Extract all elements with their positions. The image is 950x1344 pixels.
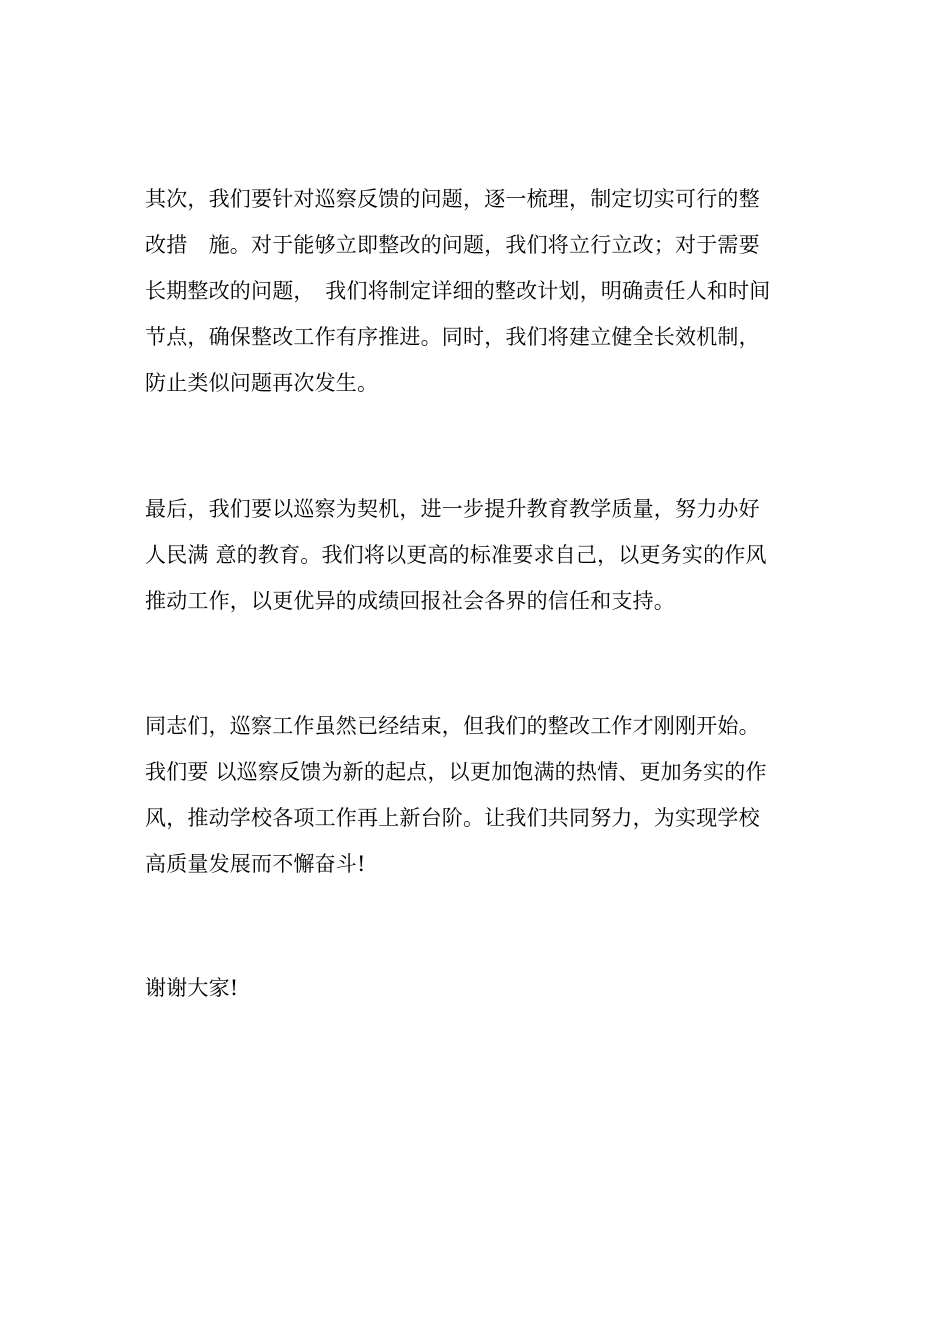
paragraph-education-quality	[145, 492, 811, 630]
text-line: 其次，我们要针对巡察反馈的问题，逐一梳理，制定切实可行的整	[145, 187, 760, 211]
text-line: 高质量发展而不懈奋斗!	[145, 852, 366, 876]
paragraph-rectification-measures	[145, 182, 811, 412]
text-line: 谢谢大家!	[145, 976, 239, 1000]
paragraph-thanks	[145, 971, 811, 1017]
paragraph-closing-call	[145, 709, 811, 893]
text-line: 风，推动学校各项工作再上新台阶。让我们共同努力，为实现学校	[145, 806, 760, 830]
paragraph-spacer	[145, 893, 811, 971]
paragraph-spacer	[145, 412, 811, 492]
document-body	[145, 182, 811, 1017]
text-line: 推动工作，以更优异的成绩回报社会各界的信任和支持。	[145, 589, 675, 613]
text-line: 最后，我们要以巡察为契机，进一步提升教育教学质量，努力办好	[145, 497, 760, 521]
text-line: 同志们，巡察工作虽然已经结束，但我们的整改工作才刚刚开始。	[145, 714, 760, 738]
text-line: 改措 施。对于能够立即整改的问题，我们将立行立改；对于需要	[145, 233, 760, 257]
text-line: 节点，确保整改工作有序推进。同时，我们将建立健全长效机制，	[145, 325, 760, 349]
text-line: 防止类似问题再次发生。	[145, 371, 379, 395]
text-line: 人民满 意的教育。我们将以更高的标准要求自己，以更务实的作风	[145, 543, 767, 567]
text-line: 我们要 以巡察反馈为新的起点，以更加饱满的热情、更加务实的作	[145, 760, 767, 784]
paragraph-spacer	[145, 630, 811, 709]
text-line: 长期整改的问题， 我们将制定详细的整改计划，明确责任人和时间	[145, 279, 771, 303]
